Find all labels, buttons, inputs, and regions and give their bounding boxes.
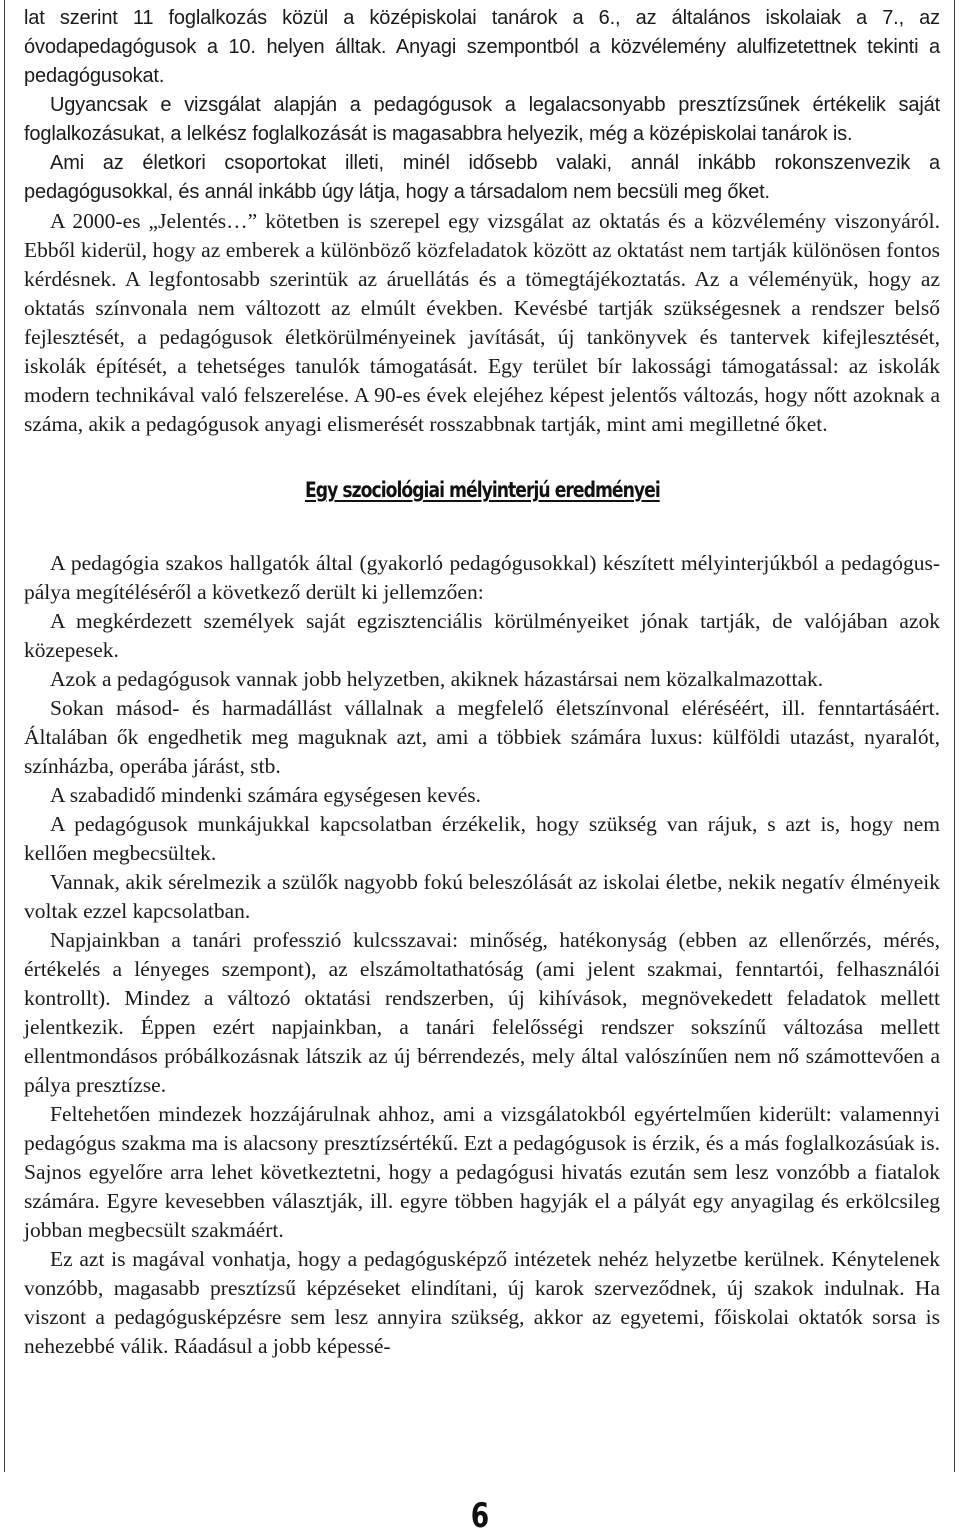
- paragraph: Feltehetően mindezek hozzájárulnak ahhoz, ami a vizsgálatokból egyértelműen kiderült: valamennyi pedagógus szakma ma is alacsony presztízsértékű. Ezt a pedagógusok is érzik, és a más foglalkozásúak is. Sajnos egyelőre arra lehet következtetni, hogy a pedagógusi hivatás ezután sem lesz vonzóbb a fiatalok számára. Egyre kevesebben választják, ill. egyre többen hagyják el a pályát egy anyagilag és erkölcsileg jobban megbecsült szakmáért.: [24, 1102, 940, 1242]
- paragraph: Ami az életkori csoportokat illeti, minél idősebb valaki, annál inkább rokonszenvezik a pedagógusokkal, és annál inkább úgy látja, hogy a társadalom nem becsüli meg őket.: [24, 152, 940, 203]
- paragraph: A megkérdezett személyek saját egzisztenciális körülményeiket jónak tartják, de valójában azok közepesek.: [24, 609, 940, 662]
- left-margin-rule: [4, 0, 5, 1472]
- paragraph: Azok a pedagógusok vannak jobb helyzetben, akiknek házastársai nem közalkalmazottak.: [50, 667, 824, 691]
- paragraph: A szabadidő mindenki számára egységesen kevés.: [50, 783, 482, 807]
- paragraph: Sokan másod- és harmadállást vállalnak a megfelelő életszínvonal eléréséért, ill. fenntartásáért. Általában ők engedhetik meg maguknak azt, ami a többiek számára luxus: külföldi utazást, nyaralót, színházba, operába járást, stb.: [24, 696, 940, 778]
- paragraph: A pedagógusok munkájukkal kapcsolatban érzékelik, hogy szükség van rájuk, s azt is, hogy nem kellően megbecsültek.: [24, 812, 940, 865]
- paragraph: Ugyancsak e vizsgálat alapján a pedagógusok a legalacsonyabb presztízsűnek értékelik saját foglalkozásukat, a lelkész foglalkozását is magasabbra helyezik, még a középiskolai tanárok is.: [24, 94, 940, 145]
- paragraph: A pedagógia szakos hallgatók által (gyakorló pedagógusokkal) készített mélyinterjúkból a pedagógus-pálya megítéléséről a következő derült ki jellemzően:: [24, 551, 940, 604]
- paragraph: Vannak, akik sérelmezik a szülők nagyobb fokú beleszólását az iskolai életbe, nekik negatív élményeik voltak ezzel kapcsolatban.: [24, 870, 940, 923]
- paragraph: lat szerint 11 foglalkozás közül a középiskolai tanárok a 6., az általános iskolaiak a 7., az óvodapedagógusok a 10. helyen álltak. Anyagi szempontból a közvélemény alulfizetettnek tekinti a pedagógusokat.: [24, 7, 940, 87]
- right-margin-rule: [954, 0, 955, 1472]
- page-number: 6: [470, 1496, 490, 1536]
- paragraph: Ez azt is magával vonhatja, hogy a pedagógusképző intézetek nehéz helyzetbe kerülnek. Kénytelenek vonzóbb, magasabb presztízsű képzéseket elindítani, új karok szerveződnek, új szakok indulnak. Ha viszont a pedagógusképzésre sem lesz annyira szükség, akkor az egyetemi, főiskolai oktatók sorsa is nehezebbé válik. Ráadásul a jobb képessé-: [24, 1247, 940, 1358]
- paragraph: Napjainkban a tanári professzió kulcsszavai: minőség, hatékonyság (ebben az ellenőrzés, mérés, értékelés a lényeges szempont), az elszámoltathatóság (ami jelent szakmai, fenntartói, felhasználói kontrollt). Mindez a változó oktatási rendszerben, új kihívások, megnövekedett feladatok mellett jelentkezik. Éppen ezért napjainkban, a tanári felelősségi rendszer sokszínű változása mellett ellentmondásos próbálkozásnak látszik az új bérrendezés, mely által valószínűen nem nő számottevően a pálya presztízse.: [24, 928, 940, 1097]
- text-column: [24, 4, 940, 1361]
- paragraph: A 2000-es „Jelentés…” kötetben is szerepel egy vizsgálat az oktatás és a közvélemény viszonyáról. Ebből kiderül, hogy az emberek a különböző közfeladatok között az oktatást nem tartják különösen fontos kérdésnek. A legfontosabb szerintük az áruellátás és a tömegtájékoztatás. Az a véleményük, hogy az oktatás színvonala nem változott az elmúlt években. Kevésbé tartják szükségesnek a rendszer belső fejlesztését, a pedagógusok életkörülményeinek javítását, új tankönyvek és tantervek kifejlesztését, iskolák építését, a tehetséges tanulók támogatását. Egy terület bír lakossági támogatással: az iskolák modern technikával való felszerelése. A 90-es évek elejéhez képest jelentős változás, hogy nőtt azoknak a száma, akik a pedagógusok anyagi elismerését rosszabbnak tartják, mint ami megilletné őket.: [24, 209, 940, 436]
- section-heading: Egy szociológiai mélyinterjú eredményei: [304, 478, 660, 502]
- section-heading-block: [24, 439, 940, 549]
